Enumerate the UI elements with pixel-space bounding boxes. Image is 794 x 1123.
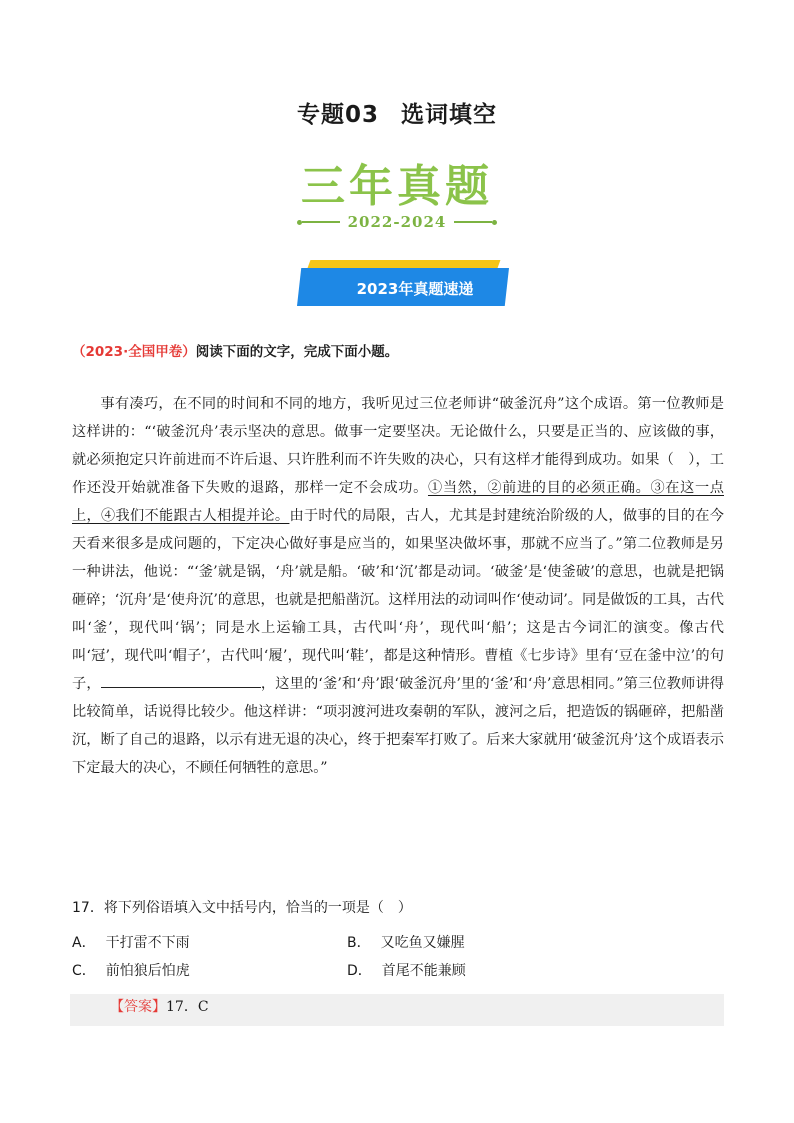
options-grid (72, 932, 712, 980)
passage-underlined-sentence: ①当然，②前进的目的必须正确。③在这一点上，④我们不能跟古人相提并论。 (72, 480, 724, 524)
passage-part-3: ，这里的‘釜’和‘舟’跟‘破釜沉舟’里的‘釜’和‘舟’意思相同。”第三位教师讲得比较简单，话说得比较少。他这样讲：“项羽渡河进攻秦朝的军队，渡河之后，把造饭的锅砸碎，把船凿沉，断了自己的退路，以示有进无退的决心，终于把秦军打败了。后来大家就用‘破釜沉舟’这个成语表示下定最大的决心，不顾任何牺牲的意思。” (72, 676, 724, 776)
reading-passage (72, 390, 724, 782)
option-a[interactable] (72, 932, 347, 952)
banner-title: 三年真题 (301, 161, 493, 212)
left-rule (302, 221, 340, 223)
topic-title: 选词填空 (401, 102, 497, 128)
option-d[interactable] (347, 960, 647, 980)
option-c[interactable] (72, 960, 347, 980)
passage-part-1: 事有凑巧，在不同的时间和不同的地方，我听见过三位老师讲“破釜沉舟”这个成语。第一位教师是这样讲的：“‘破釜沉舟’表示坚决的意思。做事一定要坚决。无论做什么，只要是正当的、应该做的事，就必须抱定只许前进而不许后退、只许胜利而不许失败的决心，只有这样才能得到成功。如果（ ），工作还没开始就准备下失败的退路，那样一定不会成功。 (72, 396, 724, 496)
right-dot-icon (492, 220, 497, 225)
badge-fold-decoration (308, 260, 501, 268)
option-letter: A． (72, 935, 96, 951)
page-title (0, 96, 794, 129)
option-b[interactable] (347, 932, 647, 952)
year-range: 2022-2024 (347, 213, 447, 231)
answer-tag: 【答案】 (110, 999, 166, 1015)
option-text: 又吃鱼又嫌腥 (380, 935, 465, 951)
question-stem: 17．将下列俗语填入文中括号内，恰当的一项是（ ） (72, 900, 412, 916)
instruction-text: 阅读下面的文字，完成下面小题。 (195, 344, 399, 360)
question-intro (72, 340, 398, 360)
option-letter: B． (347, 935, 371, 951)
option-text: 前怕狼后怕虎 (105, 963, 190, 979)
option-letter: D． (347, 963, 372, 979)
answer-box (70, 994, 724, 1026)
fill-blank (101, 673, 261, 688)
badge-label: 2023年真题速递 (356, 280, 474, 298)
option-text: 干打雷不下雨 (105, 935, 190, 951)
answer-value: 17．C (166, 999, 209, 1015)
source-tag: （2023·全国甲卷） (72, 344, 196, 360)
option-text: 首尾不能兼顾 (381, 963, 466, 979)
passage-part-2: 由于时代的局限，古人，尤其是封建统治阶级的人，做事的目的在今天看来很多是成问题的，下定决心做好事是应当的，如果坚决做坏事，那就不应当了。”第二位教师是另一种讲法，他说：“‘釜’就是锅，‘舟’就是船。‘破’和‘沉’都是动词。‘破釜’是‘使釜破’的意思，也就是把锅砸碎；‘沉舟’是‘使舟沉’的意思，也就是把船凿沉。这样用法的动词叫作‘使动词’。同是做饭的工具，古代叫‘釜’，现代叫‘锅’；同是水上运输工具，古代叫‘舟’，现代叫‘船’；这是古今词汇的演变。像古代叫‘冠’，现代叫‘帽子’，古代叫‘履’，现代叫‘鞋’，都是这种情形。曹植《七步诗》里有‘豆在釜中泣’的句子， (72, 508, 724, 692)
year-range-row (0, 212, 794, 232)
option-letter: C． (72, 963, 96, 979)
right-rule (454, 221, 492, 223)
topic-number: 专题03 (296, 102, 379, 128)
section-badge (297, 266, 509, 308)
